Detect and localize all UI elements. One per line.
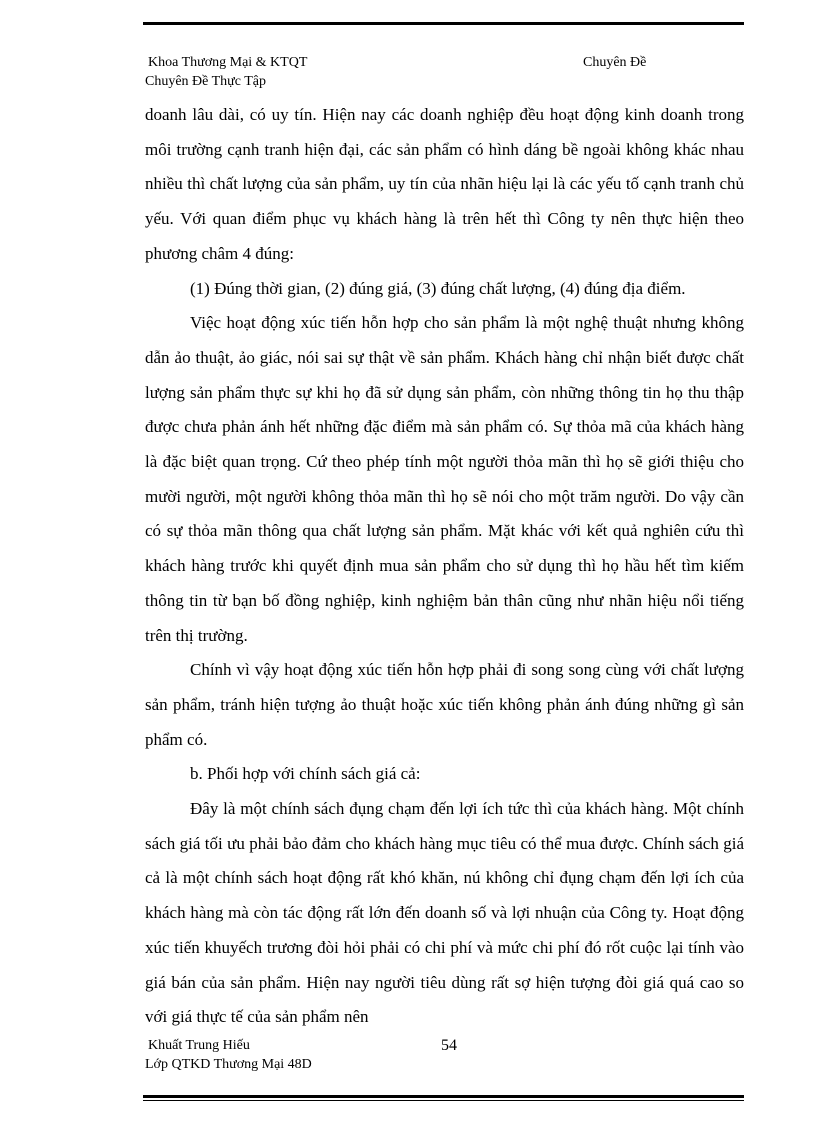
paragraph-pricing: Đây là một chính sách đụng chạm đến lợi ích tức thì của khách hàng. Một chính sách giá tối ưu phải bảo đảm cho khách hàng mục tiêu có thể mua được. Chính sách giá cả là một chính sách hoạt động rất khó khăn, nú không chỉ đụng chạm đến lợi ích của khách hàng mà còn tác động rất lớn đến doanh số và lợi nhuận của Công ty. Hoạt động xúc tiến khuyếch trương đòi hỏi phải có chi phí và mức chi phí đó rốt cuộc lại tính vào giá bán của sản phẩm. Hiện nay người tiêu dùng rất sợ hiện tượng đòi giá quá cao so với giá thực tế của sản phẩm nên <box>145 799 744 1027</box>
header-subtitle: Chuyên Đề Thực Tập <box>145 74 266 89</box>
paragraph-continuation: doanh lâu dài, có uy tín. Hiện nay các doanh nghiệp đều hoạt động kinh doanh trong môi trường cạnh tranh hiện đại, các sản phẩm có hình dáng bề ngoài không khác nhau nhiều thì chất lượng của sản phẩm, uy tín của nhãn hiệu lại là các yếu tố cạnh tranh chủ yếu. Với quan điểm phục vụ khách hàng là trên hết thì Công ty nên thực hiện theo phương châm 4 đúng: <box>145 105 744 263</box>
footer-rule-thick <box>143 1095 744 1098</box>
header-faculty: Khoa Thương Mại & KTQT <box>148 55 308 70</box>
section-heading: b. Phối hợp với chính sách giá cả: <box>190 764 421 784</box>
paragraph-promotion: Việc hoạt động xúc tiến hỗn hợp cho sản phẩm là một nghệ thuật nhưng không dẫn ảo thuật, ảo giác, nói sai sự thật về sản phẩm. Khách hàng chỉ nhận biết được chất lượng sản phẩm thực sự khi họ đã sử dụng sản phẩm, còn những thông tin họ thu thập được chưa phản ánh hết những đặc điểm mà sản phẩm có. Sự thỏa mã của khách hàng là đặc biệt quan trọng. Cứ theo phép tính một người thỏa mãn thì họ sẽ giới thiệu cho mười người, một người không thỏa mãn thì họ sẽ nói cho một trăm người. Do vậy cần có sự thỏa mãn thông qua chất lượng sản phẩm. Mặt khác với kết quả nghiên cứu thì khách hàng trước khi quyết định mua sản phẩm cho sử dụng thì họ hầu hết tìm kiếm thông tin từ bạn bố đồng nghiệp, kinh nghiệm bản thân cũng như nhãn hiệu nổi tiếng trên thị trường. <box>145 313 744 645</box>
paragraph-principles: (1) Đúng thời gian, (2) đúng giá, (3) đúng chất lượng, (4) đúng địa điểm. <box>190 278 686 298</box>
footer-rule-thin <box>143 1100 744 1101</box>
paragraph-conclusion: Chính vì vậy hoạt động xúc tiến hỗn hợp phải đi song song cùng với chất lượng sản phẩm, tránh hiện tượng ảo thuật hoặc xúc tiến không phản ánh đúng những gì sản phẩm có. <box>145 660 744 749</box>
footer-class: Lớp QTKD Thương Mại 48D <box>145 1057 312 1072</box>
header-rule <box>143 22 744 25</box>
header-topic: Chuyên Đề <box>583 55 647 70</box>
document-body <box>145 98 744 1035</box>
page-number: 54 <box>441 1037 457 1054</box>
footer-author: Khuất Trung Hiếu <box>148 1038 250 1053</box>
